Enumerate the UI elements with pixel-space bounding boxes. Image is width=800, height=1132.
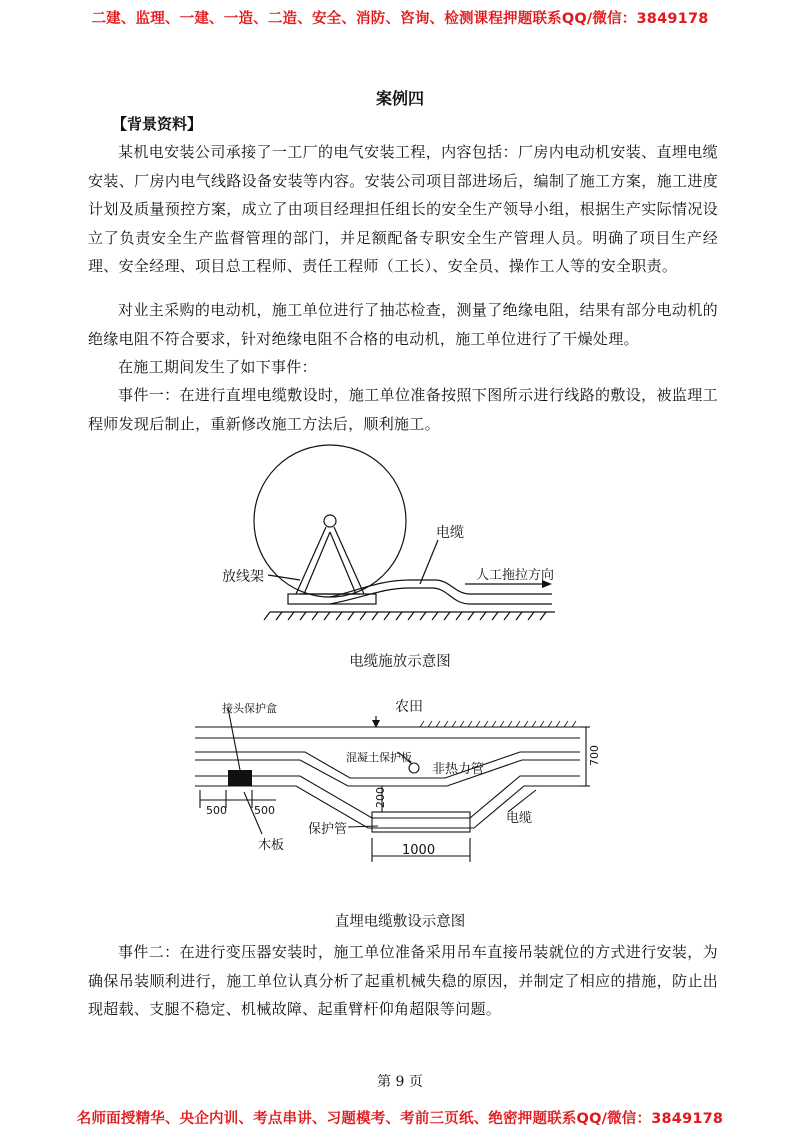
figure1-caption: 电缆施放示意图 — [349, 654, 451, 670]
label-pull-direction: 人工拖拉方向 — [476, 568, 555, 583]
bottom-banner: 名师面授精华、央企内训、考点串讲、习题模考、考前三页纸、绝密押题联系QQ/微信：3849178 — [76, 1111, 724, 1127]
label-joint-box: 接头保护盒 — [222, 702, 277, 715]
label-protect-pipe: 保护管 — [308, 822, 348, 837]
case-title: 案例四 — [375, 89, 424, 108]
non-heat-pipe — [409, 763, 419, 773]
dim-500-left: 500 — [206, 804, 227, 817]
label-concrete-plate: 混凝土保护板 — [346, 751, 412, 764]
paragraph-motor: 对业主采购的电动机，施工单位进行了抽芯检查，测量了绝缘电阻，结果有部分电动机的绝缘电阻不符合要求，针对绝缘电阻不合格的电动机，施工单位进行了干燥处理。 — [88, 301, 718, 348]
label-field: 农田 — [395, 699, 423, 715]
protective-pipe — [372, 812, 470, 832]
paragraph-events-intro: 在施工期间发生了如下事件： — [118, 358, 317, 376]
label-rack: 放线架 — [222, 569, 264, 585]
figure2-caption: 直埋电缆敷设示意图 — [334, 914, 466, 930]
section-heading: 【背景资料】 — [112, 115, 203, 133]
label-wood-board: 木板 — [258, 838, 285, 853]
label-cable-fig2: 电缆 — [506, 811, 533, 826]
top-banner: 二建、监理、一建、一造、二造、安全、消防、咨询、检测课程押题联系QQ/微信：3849178 — [91, 11, 709, 27]
dim-200: 200 — [374, 787, 387, 808]
paragraph-event-one: 事件一：在进行直埋电缆敷设时，施工单位准备按照下图所示进行线路的敷设，被监理工程师发现后制止，重新修改施工方法后，顺利施工。 — [88, 386, 718, 433]
paragraph-event-two: 事件二：在进行变压器安装时，施工单位准备采用吊车直接吊装就位的方式进行安装，为确保吊装顺利进行，施工单位认真分析了起重机械失稳的原因，并制定了相应的措施，防止出现超载、支腿不稳定、机械故障、起重臂杆仰角超限等问题。 — [88, 943, 718, 1018]
page-number: 第 9 页 — [377, 1074, 423, 1090]
dim-1000: 1000 — [402, 843, 436, 858]
paragraph-background: 某机电安装公司承接了一工厂的电气安装工程，内容包括：厂房内电动机安装、直埋电缆安装、厂房内电气线路设备安装等内容。安装公司项目部进场后，编制了施工方案，施工进度计划及质量预控方案，成立了由项目经理担任组长的安全生产领导小组，根据生产实际情况设立了负责安全生产监督管理的部门，并足额配备专职安全生产管理人员。明确了项目生产经理、安全经理、项目总工程师、责任工程师（工长）、安全员、操作工人等的安全职责。 — [88, 143, 718, 275]
dim-500-right: 500 — [254, 804, 275, 817]
field-arrow — [372, 716, 380, 728]
label-cable-fig1: 电缆 — [436, 525, 464, 541]
dim-700: 700 — [588, 745, 601, 766]
label-non-heat-pipe: 非热力管 — [432, 762, 485, 777]
joint-protection-box — [228, 770, 252, 786]
